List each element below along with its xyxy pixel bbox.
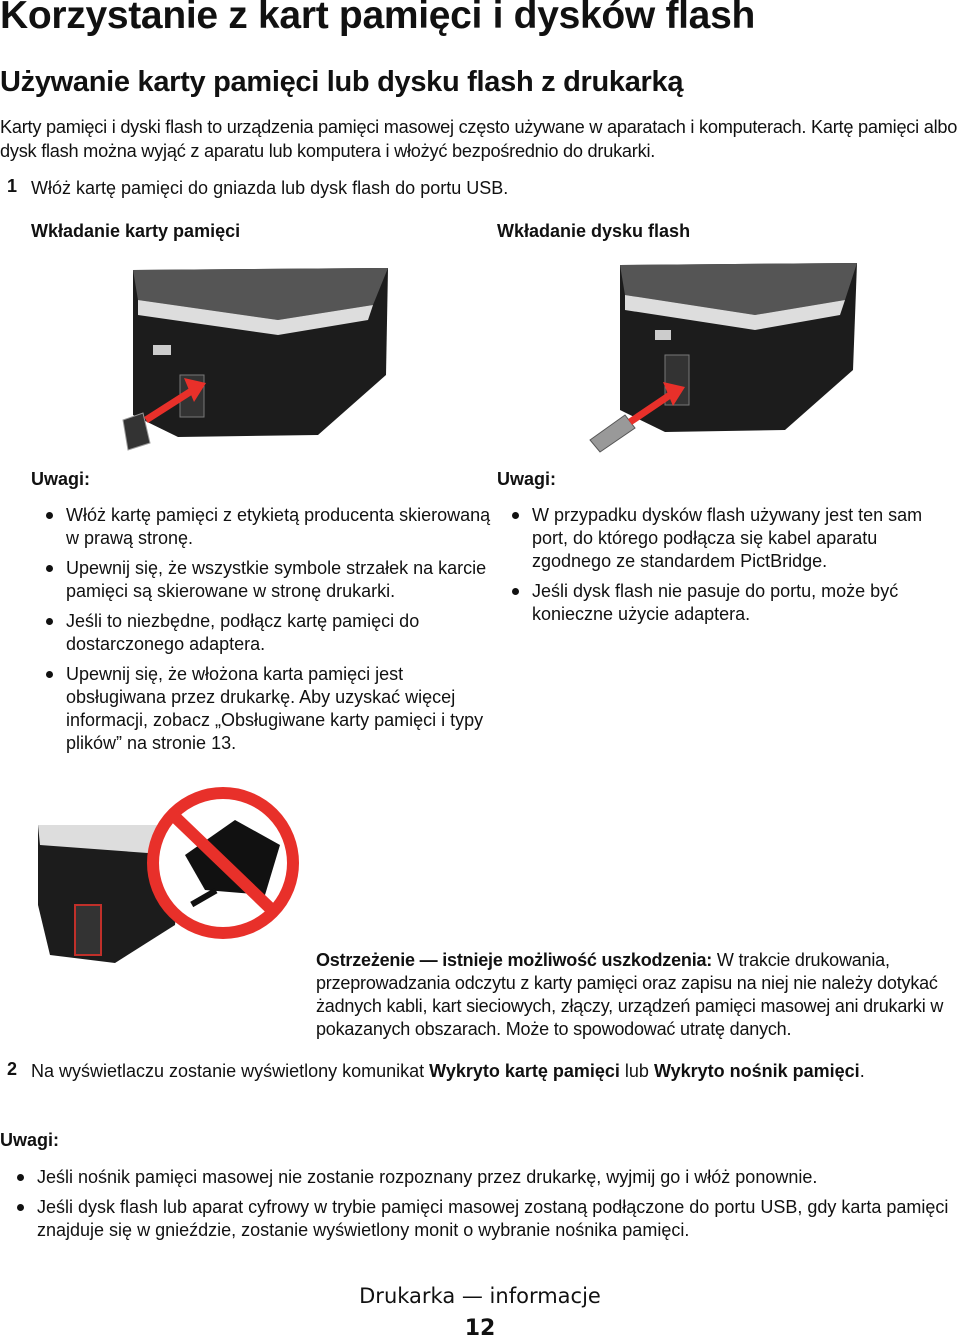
right-notes-list (497, 504, 957, 633)
message-media-detected: Wykryto nośnik pamięci (653, 1061, 860, 1081)
notes-list (2, 1166, 960, 1249)
step-text: Włóż kartę pamięci do gniazda lub dysk flash do portu USB. (31, 178, 509, 198)
card-heading: Wkładanie karty pamięci (31, 221, 241, 241)
step2-text-1: Na wyświetlaczu zostanie wyświetlony komunikat (31, 1061, 430, 1081)
step2-text-3: . (859, 1061, 865, 1081)
notes-label: Uwagi: (0, 1130, 60, 1150)
list-item: Jeśli dysk flash lub aparat cyfrowy w trybie pamięci masowej zostaną podłączone do portu USB, gdy karta pamięci znajduje się w gnieździe, zostanie wyświetlony monit o wybranie nośnika pamięci. (2, 1196, 960, 1242)
footer-section: Drukarka — informacje (359, 1284, 601, 1308)
left-notes-label: Uwagi: (31, 469, 91, 489)
list-item: Jeśli dysk flash nie pasuje do portu, może być konieczne użycie adaptera. (497, 580, 957, 626)
flash-heading: Wkładanie dysku flash (497, 221, 691, 241)
list-item: Upewnij się, że włożona karta pamięci jest obsługiwana przez drukarkę. Aby uzyskać więcej informacji, zobacz „Obsługiwane karty pamięci i typy plików” na stronie 13. (31, 663, 491, 755)
message-card-detected: Wykryto kartę pamięci (429, 1061, 620, 1081)
warning-label: Ostrzeżenie — istnieje możliwość uszkodzenia: (316, 950, 713, 970)
memory-card-illustration (118, 265, 393, 455)
intro-paragraph: Karty pamięci i dyski flash to urządzenia pamięci masowej często używane w aparatach i komputerach. Kartę pamięci albo dysk flash można wyjąć z aparatu lub komputera i włożyć bezpośrednio do drukarki. (0, 117, 958, 161)
left-notes-list (31, 504, 491, 762)
step2-text-2: lub (619, 1061, 654, 1081)
right-notes-label: Uwagi: (497, 469, 557, 489)
page-number: 12 (464, 1316, 496, 1341)
warning-text (316, 949, 960, 1041)
warning-body: W trakcie drukowania, przeprowadzania odczytu z karty pamięci oraz zapisu na niej nie należy dotykać żadnych kabli, kart sieciowych, złączy, urządzeń pamięci masowej ani drukarki w pokazanych obszarach. Może to spowodować utratę danych. (316, 950, 944, 1039)
list-item: Jeśli to niezbędne, podłącz kartę pamięci do dostarczonego adaptera. (31, 610, 491, 656)
list-item: Włóż kartę pamięci z etykietą producenta skierowaną w prawą stronę. (31, 504, 491, 550)
page-title: Korzystanie z kart pamięci i dysków flash (0, 0, 755, 37)
list-item: W przypadku dysków flash używany jest ten sam port, do którego podłącza się kabel aparatu zgodnego ze standardem PictBridge. (497, 504, 957, 573)
list-item: Upewnij się, że wszystkie symbole strzałek na karcie pamięci są skierowane w stronę drukarki. (31, 557, 491, 603)
step-text (31, 1059, 911, 1083)
flash-drive-illustration (585, 260, 860, 455)
section-title: Używanie karty pamięci lub dysku flash z drukarką (0, 66, 684, 98)
step-number: 1 (7, 176, 18, 196)
step-number: 2 (7, 1059, 18, 1079)
do-not-touch-illustration (35, 785, 305, 970)
list-item: Jeśli nośnik pamięci masowej nie zostanie rozpoznany przez drukarkę, wyjmij go i włóż ponownie. (2, 1166, 960, 1189)
